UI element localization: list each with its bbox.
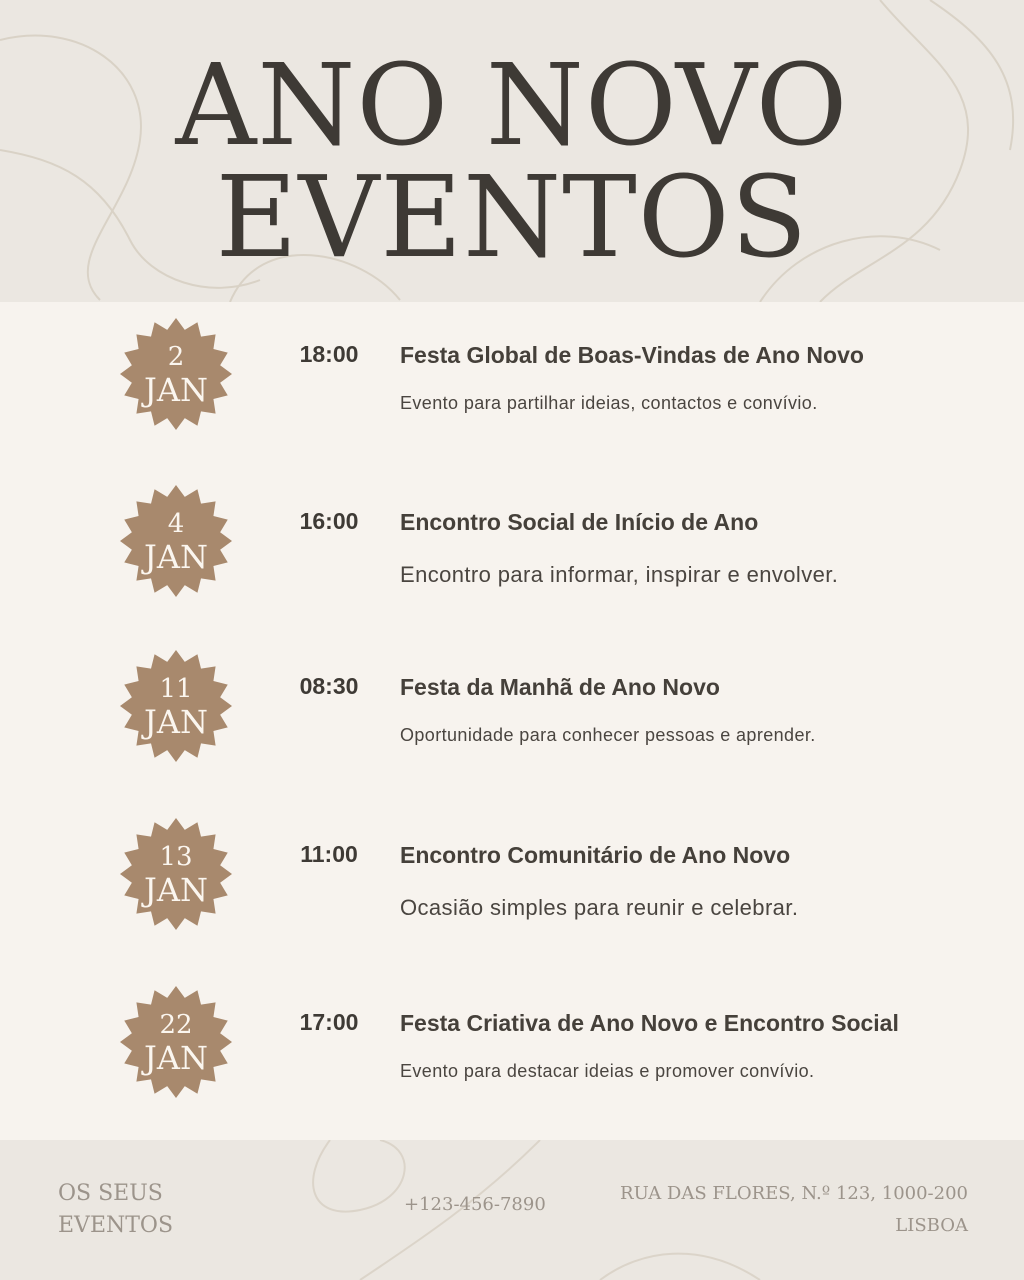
event-item <box>0 1009 1024 1129</box>
title-line-2: EVENTOS <box>215 153 809 283</box>
event-time: 16:00 <box>299 508 359 534</box>
event-time: 08:30 <box>299 673 359 699</box>
event-description: Evento para destacar ideias e promover convívio. <box>400 1061 815 1081</box>
date-badge <box>120 986 232 1098</box>
event-title: Encontro Comunitário de Ano Novo <box>400 842 791 868</box>
badge-month: JAN <box>144 538 208 576</box>
footer <box>0 1140 1024 1280</box>
title-line-1: ANO NOVO <box>175 41 849 171</box>
badge-month: JAN <box>144 703 208 741</box>
event-title: Festa da Manhã de Ano Novo <box>400 674 720 700</box>
event-item <box>0 508 1024 628</box>
footer-brand: OS SEUS EVENTOS <box>58 1181 174 1238</box>
event-item <box>0 673 1024 793</box>
date-badge <box>120 485 232 597</box>
header <box>0 0 1024 302</box>
event-description: Ocasião simples para reunir e celebrar. <box>400 895 799 920</box>
badge-day: 13 <box>159 842 193 872</box>
event-description: Encontro para informar, inspirar e envolver. <box>400 562 839 587</box>
event-time: 11:00 <box>300 841 358 867</box>
event-title: Festa Global de Boas-Vindas de Ano Novo <box>400 342 864 368</box>
event-time: 17:00 <box>299 1009 359 1035</box>
date-badge <box>120 318 232 430</box>
date-badge <box>120 818 232 930</box>
badge-day: 2 <box>167 342 185 372</box>
badge-day: 4 <box>167 509 185 539</box>
event-time: 18:00 <box>299 341 359 367</box>
badge-day: 11 <box>159 674 193 704</box>
date-badge <box>120 650 232 762</box>
footer-phone: +123-456-7890 <box>404 1194 546 1215</box>
badge-month: JAN <box>144 1039 208 1077</box>
event-item <box>0 341 1024 461</box>
badge-month: JAN <box>144 371 208 409</box>
event-description: Oportunidade para conhecer pessoas e aprender. <box>400 725 816 745</box>
footer-address: RUA DAS FLORES, N.º 123, 1000-200 LISBOA <box>620 1183 968 1236</box>
badge-month: JAN <box>144 871 208 909</box>
event-title: Encontro Social de Início de Ano <box>400 509 759 535</box>
event-title: Festa Criativa de Ano Novo e Encontro Social <box>400 1010 899 1036</box>
event-item <box>0 841 1024 961</box>
event-description: Evento para partilhar ideias, contactos e convívio. <box>400 393 818 413</box>
badge-day: 22 <box>159 1010 193 1040</box>
